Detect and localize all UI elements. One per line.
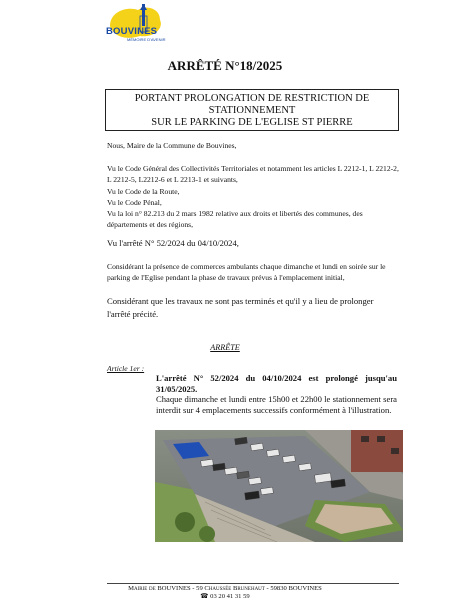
subject-line-2: STATIONNEMENT bbox=[208, 105, 296, 116]
footer bbox=[0, 585, 450, 601]
logo-tagline: MÉMOIRE D'AVENIR bbox=[127, 37, 166, 42]
phone-icon: ☎ bbox=[200, 593, 209, 600]
subject-line-1: PORTANT PROLONGATION DE RESTRICTION DE bbox=[134, 93, 370, 104]
preamble-vu-arrete: Vu l'arrêté N° 52/2024 du 04/10/2024, bbox=[107, 238, 239, 248]
article-1-label: Article 1er : bbox=[107, 364, 145, 373]
subject-box bbox=[105, 89, 399, 131]
subject-line-3: SUR LE PARKING DE L'EGLISE ST PIERRE bbox=[151, 117, 353, 128]
article-1-text: Chaque dimanche et lundi entre 15h00 et 22h00 le stationnement sera interdit sur 4 emplacements successifs conformément à l'illustration. bbox=[156, 394, 397, 415]
article-1-bold-text: L'arrêté N° 52/2024 du 04/10/2024 est prolongé jusqu'au 31/05/2025. bbox=[156, 373, 397, 394]
preamble-nous: Nous, Maire de la Commune de Bouvines, bbox=[107, 141, 237, 150]
parking-illustration bbox=[155, 430, 403, 542]
preamble-vu-cgct: Vu le Code Général des Collectivités Territoriales et notamment les articles L 2212-1, L 2212-2, L 2212-5, L2212-6 et L 2213-1 et suivants, bbox=[107, 164, 399, 185]
footer-divider bbox=[107, 583, 399, 584]
preamble-vu-loi: Vu la loi n° 82.213 du 2 mars 1982 relative aux droits et libertés des communes, des départements et des régions, bbox=[107, 209, 363, 230]
article-1-body bbox=[156, 373, 397, 415]
preamble-considerant-2: Considérant que les travaux ne sont pas terminés et qu'il y a lieu de prolonger l'arrêté précité. bbox=[107, 296, 374, 319]
preamble-vu-code-route: Vu le Code de la Route, bbox=[107, 187, 180, 196]
footer-address: Mairie de BOUVINES - 59 Chaussée Brunehaut - 59830 BOUVINES bbox=[128, 585, 322, 592]
footer-phone: 03 20 41 31 59 bbox=[210, 593, 250, 600]
preamble-considerant-1: Considérant la présence de commerces ambulants chaque dimanche et lundi en soirée sur le parking de l'Eglise pendant la phase de travaux prévus à l'emplacement initial, bbox=[107, 262, 386, 283]
document-title: ARRÊTÉ N°18/2025 bbox=[167, 58, 283, 73]
logo-wordmark: BOUVINES bbox=[106, 26, 158, 37]
preamble-vu-code-penal: Vu le Code Pénal, bbox=[107, 198, 162, 207]
arrete-heading: ARRÊTE bbox=[210, 343, 240, 352]
